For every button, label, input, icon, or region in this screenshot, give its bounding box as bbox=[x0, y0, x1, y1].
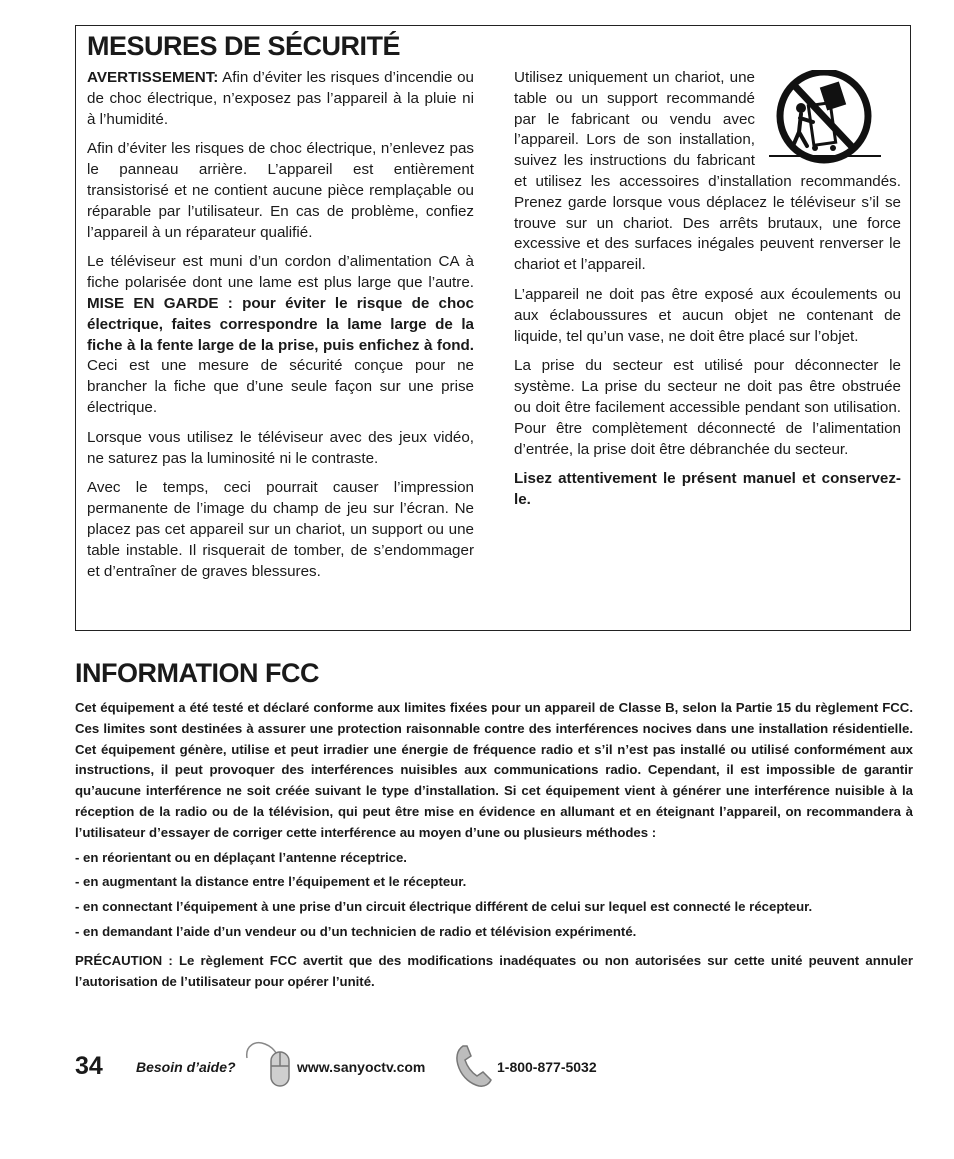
safety-title: MESURES DE SÉCURITÉ bbox=[87, 31, 401, 61]
read-manual-paragraph: Lisez attentivement le présent manuel et conservez-le. bbox=[514, 470, 901, 509]
video-games-paragraph: Lorsque vous utilisez le téléviseur avec des jeux vidéo, ne saturez pas la luminosité ni le contraste. bbox=[87, 428, 474, 467]
page-number: 34 bbox=[75, 1052, 103, 1080]
warning-label: AVERTISSEMENT: bbox=[87, 69, 219, 86]
fcc-item: - en demandant l’aide d’un vendeur ou d’un technicien de radio et télévision expérimenté. bbox=[75, 923, 637, 939]
phone-icon bbox=[455, 1044, 495, 1093]
fcc-title: INFORMATION FCC bbox=[75, 658, 319, 688]
fcc-caution: PRÉCAUTION : Le règlement FCC avertit que des modifications inadéquates ou non autorisées sur cette unité peuvent annuler l’autorisation de l’utilisateur pour opérer l’unité. bbox=[75, 952, 913, 989]
caution-bold: MISE EN GARDE : pour éviter le risque de choc électrique, faites correspondre la lame large de la fiche à la fente large de la prise, puis enfichez à fond. bbox=[87, 294, 474, 354]
liquid-paragraph: L’appareil ne doit pas être exposé aux écoulements ou aux éclaboussures et aucun objet ne contenant de liquide, tel qu’un vase, ne doit être placé sur l’objet. bbox=[514, 285, 901, 345]
safety-right-column bbox=[514, 68, 901, 520]
website-link[interactable]: www.sanyoctv.com bbox=[297, 1059, 426, 1075]
page-footer bbox=[75, 1038, 675, 1090]
back-panel-paragraph: Afin d’éviter les risques de choc électrique, n’enlevez pas le panneau arrière. L’appareil est entièrement transistorisé et ne contient aucune pièce remplaçable ou réparable par l’utilisateur. En cas de problème, confiez l’appareil à un réparateur qualifié. bbox=[87, 140, 474, 241]
mains-plug-paragraph: La prise du secteur est utilisé pour déconnecter le système. La prise du secteur ne doit pas être obstruée ou doit être facilement accessible pendant son utilisation. Pour être complètement déconnecté de l’alimentation d’entrée, la prise doit être débranchée du secteur. bbox=[514, 357, 901, 458]
phone-number: 1-800-877-5032 bbox=[497, 1059, 597, 1075]
help-label: Besoin d’aide? bbox=[136, 1059, 236, 1075]
safety-left-column bbox=[87, 68, 474, 591]
fcc-item: - en réorientant ou en déplaçant l’antenne réceptrice. bbox=[75, 849, 407, 865]
polarized-plug-paragraph: Le téléviseur est muni d’un cordon d’alimentation CA à fiche polarisée dont une lame est plus large que l’autre. MISE EN GARDE : pour éviter le risque de choc électrique, faites correspondre la lame large de la fiche à la fente large de la prise, puis enfichez à fond. Ceci est une mesure de sécurité conçue pour ne brancher la fiche que d’une seule façon sur une prise électrique. bbox=[87, 253, 474, 416]
cart-tip-over-warning-icon bbox=[763, 70, 903, 166]
fcc-item: - en augmentant la distance entre l’équipement et le récepteur. bbox=[75, 874, 467, 890]
safety-box bbox=[75, 25, 911, 631]
burn-in-paragraph: Avec le temps, ceci pourrait causer l’impression permanente de l’image du champ de jeu sur l’écran. Ne placez pas cet appareil sur un chariot, un support ou une table instable. Il risquerait de tomber, de s’endommager et d’entraîner de graves blessures. bbox=[87, 479, 474, 580]
mouse-icon bbox=[243, 1038, 293, 1093]
warning-paragraph: AVERTISSEMENT: Afin d’éviter les risques d’incendie ou de choc électrique, n’exposez pas l’appareil à la pluie ni à l’humidité. bbox=[87, 69, 474, 128]
fcc-item: - en connectant l’équipement à une prise d’un circuit électrique différent de celui sur lequel est connecté le récepteur. bbox=[75, 899, 813, 915]
fcc-body: Cet équipement a été testé et déclaré conforme aux limites fixées pour un appareil de Classe B, selon la Partie 15 du règlement FCC. Ces limites sont destinées à assurer une protection raisonnable contre des interférences nocives dans une installation résidentielle. Cet équipement génère, utilise et peut irradier une énergie de fréquence radio et s’il n’est pas installé ou utilisé conformément aux instructions, il peut provoquer des interférences nuisibles aux communications radio. Cependant, il est impossible de garantir qu’aucune interférence ne soit créée suivant le type d’installation. Si cet équipement vient à générer une interférence nuisible à la réception de la radio ou de la télévision, qui peut être mise en évidence en allumant et en éteignant l’appareil, on recommandera à l’utilisateur d’essayer de corriger cette interférence au moyen d’une ou plusieurs méthodes : bbox=[75, 700, 913, 840]
fcc-section bbox=[75, 698, 913, 996]
cart-paragraph: Utilisez uniquement un chariot, une table ou un support recommandé par le fabricant ou vendu avec l’appareil. Lors de son installation, suivez les instructions du fabricant et utilisez les accessoires d’installation recommandés. Prenez garde lorsque vous déplacez le téléviseur s’il se trouve sur un chariot. Des arrêts brutaux, une force excessive et des surfaces inégales peuvent renverser le chariot et l’appareil. bbox=[514, 69, 901, 274]
